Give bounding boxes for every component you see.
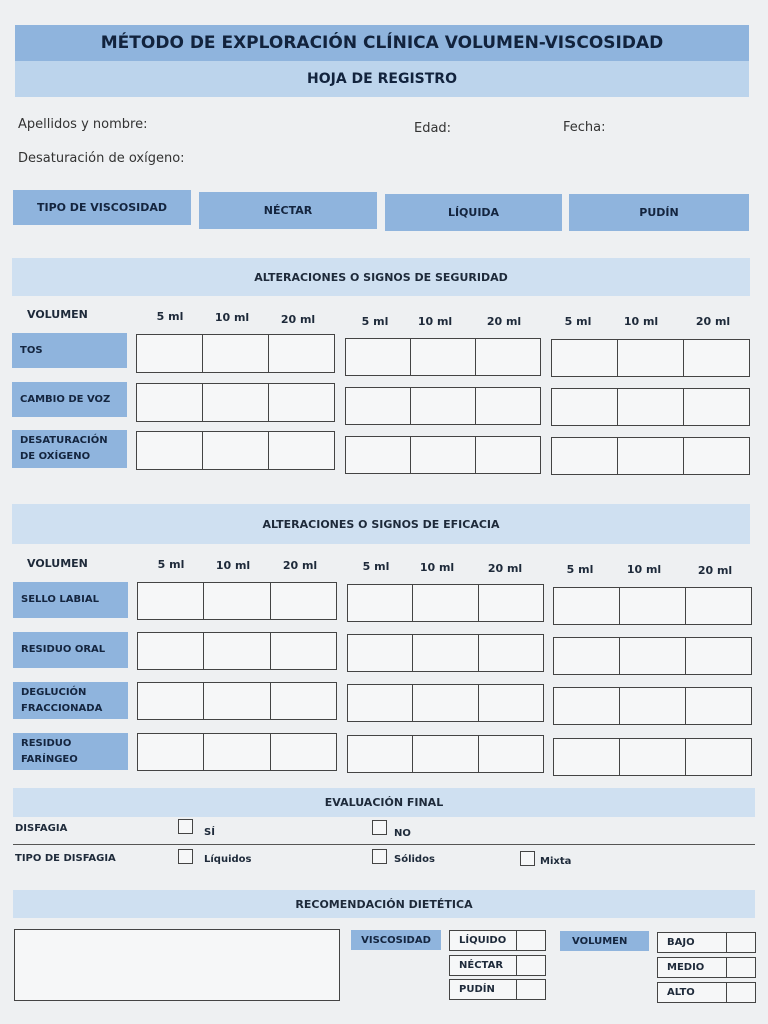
efficacy-pharyngeal-nectar-grid[interactable] xyxy=(137,733,337,771)
grid-cell[interactable] xyxy=(204,633,270,669)
safety-cough-pudding-grid[interactable] xyxy=(551,339,750,377)
option-label: PUDÍN xyxy=(450,980,517,999)
safety-row-cough-label: TOS xyxy=(12,333,127,368)
grid-cell[interactable] xyxy=(137,432,203,469)
form-title: MÉTODO DE EXPLORACIÓN CLÍNICA VOLUMEN-VISCOSIDAD xyxy=(15,25,749,61)
age-field-label: Edad: xyxy=(414,121,452,136)
dysphagia-liquids-label: Líquidos xyxy=(204,854,252,865)
efficacy-seal-liquid-grid[interactable] xyxy=(347,584,544,622)
grid-cell[interactable] xyxy=(620,739,686,775)
efficacy-pharyngeal-liquid-grid[interactable] xyxy=(347,735,544,773)
option-checkbox[interactable] xyxy=(517,931,545,950)
diet-viscosity-pudding-option[interactable] xyxy=(449,979,546,1000)
dysphagia-type-label: TIPO DE DISFAGIA xyxy=(15,853,116,864)
grid-cell[interactable] xyxy=(411,388,476,424)
efficacy-col-10ml: 10 ml xyxy=(215,559,251,572)
efficacy-fractional-pudding-grid[interactable] xyxy=(553,687,752,725)
efficacy-fractional-nectar-grid[interactable] xyxy=(137,682,337,720)
grid-cell[interactable] xyxy=(138,683,204,719)
grid-cell[interactable] xyxy=(620,588,686,624)
grid-cell[interactable] xyxy=(554,688,620,724)
diet-viscosity-liquid-option[interactable] xyxy=(449,930,546,951)
option-label: LÍQUIDO xyxy=(450,931,517,950)
grid-cell[interactable] xyxy=(138,633,204,669)
efficacy-row-labial-seal-label: SELLO LABIAL xyxy=(13,582,128,618)
diet-volume-label: VOLUMEN xyxy=(560,931,649,951)
grid-cell[interactable] xyxy=(684,389,749,425)
efficacy-seal-pudding-grid[interactable] xyxy=(553,587,752,625)
safety-col-5ml: 5 ml xyxy=(361,315,389,328)
option-label: MEDIO xyxy=(658,958,727,977)
viscosity-pudding-header: PUDÍN xyxy=(569,194,749,231)
dysphagia-mixed-checkbox[interactable] xyxy=(520,851,535,866)
option-checkbox[interactable] xyxy=(727,983,755,1002)
option-checkbox[interactable] xyxy=(727,933,755,952)
grid-cell[interactable] xyxy=(413,635,478,671)
safety-cough-liquid-grid[interactable] xyxy=(345,338,541,376)
safety-volume-label: VOLUMEN xyxy=(27,308,88,321)
efficacy-col-5ml: 5 ml xyxy=(566,563,594,576)
safety-voice-liquid-grid[interactable] xyxy=(345,387,541,425)
safety-col-5ml: 5 ml xyxy=(156,310,184,323)
option-checkbox[interactable] xyxy=(517,980,545,999)
efficacy-oral-nectar-grid[interactable] xyxy=(137,632,337,670)
dysphagia-label: DISFAGIA xyxy=(15,823,68,834)
grid-cell[interactable] xyxy=(686,688,751,724)
form-subtitle: HOJA DE REGISTRO xyxy=(15,61,749,97)
grid-cell[interactable] xyxy=(552,389,618,425)
viscosity-liquid-header: LÍQUIDA xyxy=(385,194,562,231)
grid-cell[interactable] xyxy=(479,635,543,671)
grid-cell[interactable] xyxy=(618,438,684,474)
grid-cell[interactable] xyxy=(552,340,618,376)
dysphagia-yes-checkbox[interactable] xyxy=(178,819,193,834)
efficacy-seal-nectar-grid[interactable] xyxy=(137,582,337,620)
option-checkbox[interactable] xyxy=(517,956,545,975)
grid-cell[interactable] xyxy=(479,736,543,772)
efficacy-section-title: ALTERACIONES O SIGNOS DE EFICACIA xyxy=(12,504,750,544)
grid-cell[interactable] xyxy=(476,339,540,375)
grid-cell[interactable] xyxy=(203,335,269,372)
grid-cell[interactable] xyxy=(271,583,336,619)
efficacy-row-pharyngeal-residue-label: RESIDUO FARÍNGEO xyxy=(13,733,128,770)
grid-cell[interactable] xyxy=(203,384,269,421)
safety-row-voice-label: CAMBIO DE VOZ xyxy=(12,382,127,417)
safety-section-title: ALTERACIONES O SIGNOS DE SEGURIDAD xyxy=(12,258,750,296)
efficacy-volume-label: VOLUMEN xyxy=(27,557,88,570)
diet-volume-low-option[interactable] xyxy=(657,932,756,953)
viscosity-nectar-header: NÉCTAR xyxy=(199,192,377,229)
grid-cell[interactable] xyxy=(684,438,749,474)
safety-voice-pudding-grid[interactable] xyxy=(551,388,750,426)
dysphagia-solids-label: Sólidos xyxy=(394,854,435,865)
grid-cell[interactable] xyxy=(618,389,684,425)
grid-cell[interactable] xyxy=(346,437,411,473)
safety-desaturation-nectar-grid[interactable] xyxy=(136,431,335,470)
grid-cell[interactable] xyxy=(269,335,334,372)
final-evaluation-title: EVALUACIÓN FINAL xyxy=(13,788,755,817)
efficacy-col-20ml: 20 ml xyxy=(487,562,523,575)
grid-cell[interactable] xyxy=(269,432,334,469)
grid-cell[interactable] xyxy=(204,734,270,770)
grid-cell[interactable] xyxy=(684,340,749,376)
grid-cell[interactable] xyxy=(203,432,269,469)
grid-cell[interactable] xyxy=(554,739,620,775)
grid-cell[interactable] xyxy=(271,734,336,770)
grid-cell[interactable] xyxy=(686,739,751,775)
diet-viscosity-label: VISCOSIDAD xyxy=(351,930,441,950)
viscosity-type-label: TIPO DE VISCOSIDAD xyxy=(13,190,191,225)
efficacy-oral-pudding-grid[interactable] xyxy=(553,637,752,675)
efficacy-col-5ml: 5 ml xyxy=(362,560,390,573)
efficacy-pharyngeal-pudding-grid[interactable] xyxy=(553,738,752,776)
safety-col-10ml: 10 ml xyxy=(214,311,250,324)
grid-cell[interactable] xyxy=(204,583,270,619)
efficacy-row-oral-residue-label: RESIDUO ORAL xyxy=(13,632,128,668)
grid-cell[interactable] xyxy=(271,683,336,719)
desaturation-field-label: Desaturación de oxígeno: xyxy=(18,151,185,166)
safety-col-20ml: 20 ml xyxy=(486,315,522,328)
grid-cell[interactable] xyxy=(348,685,413,721)
dysphagia-solids-checkbox[interactable] xyxy=(372,849,387,864)
grid-cell[interactable] xyxy=(686,588,751,624)
grid-cell[interactable] xyxy=(271,633,336,669)
grid-cell[interactable] xyxy=(413,736,478,772)
grid-cell[interactable] xyxy=(411,437,476,473)
safety-voice-nectar-grid[interactable] xyxy=(136,383,335,422)
grid-cell[interactable] xyxy=(269,384,334,421)
grid-cell[interactable] xyxy=(479,685,543,721)
diet-volume-medium-option[interactable] xyxy=(657,957,756,978)
grid-cell[interactable] xyxy=(476,388,540,424)
grid-cell[interactable] xyxy=(413,585,478,621)
dysphagia-mixed-label: Mixta xyxy=(540,856,572,867)
grid-cell[interactable] xyxy=(620,688,686,724)
grid-cell[interactable] xyxy=(137,384,203,421)
grid-cell[interactable] xyxy=(346,388,411,424)
option-label: ALTO xyxy=(658,983,727,1002)
safety-desaturation-pudding-grid[interactable] xyxy=(551,437,750,475)
grid-cell[interactable] xyxy=(137,335,203,372)
grid-cell[interactable] xyxy=(348,585,413,621)
diet-recommendation-title: RECOMENDACIÓN DIETÉTICA xyxy=(13,890,755,918)
diet-viscosity-nectar-option[interactable] xyxy=(449,955,546,976)
grid-cell[interactable] xyxy=(346,339,411,375)
option-label: BAJO xyxy=(658,933,727,952)
grid-cell[interactable] xyxy=(620,638,686,674)
efficacy-col-10ml: 10 ml xyxy=(419,561,455,574)
efficacy-col-10ml: 10 ml xyxy=(626,563,662,576)
safety-col-20ml: 20 ml xyxy=(695,315,731,328)
efficacy-col-5ml: 5 ml xyxy=(157,558,185,571)
option-checkbox[interactable] xyxy=(727,958,755,977)
safety-desaturation-liquid-grid[interactable] xyxy=(345,436,541,474)
safety-col-20ml: 20 ml xyxy=(280,313,316,326)
safety-col-5ml: 5 ml xyxy=(564,315,592,328)
name-field-label: Apellidos y nombre: xyxy=(18,117,148,132)
grid-cell[interactable] xyxy=(476,437,540,473)
grid-cell[interactable] xyxy=(552,438,618,474)
dysphagia-yes-label: SÍ xyxy=(204,827,215,838)
grid-cell[interactable] xyxy=(554,588,620,624)
date-field-label: Fecha: xyxy=(563,120,606,135)
grid-cell[interactable] xyxy=(413,685,478,721)
grid-cell[interactable] xyxy=(479,585,543,621)
safety-col-10ml: 10 ml xyxy=(417,315,453,328)
divider xyxy=(13,844,755,845)
safety-cough-nectar-grid[interactable] xyxy=(136,334,335,373)
efficacy-fractional-liquid-grid[interactable] xyxy=(347,684,544,722)
grid-cell[interactable] xyxy=(686,638,751,674)
grid-cell[interactable] xyxy=(348,736,413,772)
efficacy-oral-liquid-grid[interactable] xyxy=(347,634,544,672)
safety-row-desaturation-label: DESATURACIÓN DE OXÍGENO xyxy=(12,430,127,468)
dysphagia-no-checkbox[interactable] xyxy=(372,820,387,835)
grid-cell[interactable] xyxy=(138,583,204,619)
dysphagia-liquids-checkbox[interactable] xyxy=(178,849,193,864)
efficacy-col-20ml: 20 ml xyxy=(697,564,733,577)
grid-cell[interactable] xyxy=(348,635,413,671)
grid-cell[interactable] xyxy=(554,638,620,674)
grid-cell[interactable] xyxy=(618,340,684,376)
dysphagia-no-label: NO xyxy=(394,828,411,839)
diet-notes-box[interactable] xyxy=(14,929,340,1001)
safety-col-10ml: 10 ml xyxy=(623,315,659,328)
grid-cell[interactable] xyxy=(138,734,204,770)
grid-cell[interactable] xyxy=(411,339,476,375)
grid-cell[interactable] xyxy=(204,683,270,719)
diet-volume-high-option[interactable] xyxy=(657,982,756,1003)
option-label: NÉCTAR xyxy=(450,956,517,975)
efficacy-row-fractional-swallow-label: DEGLUCIÓN FRACCIONADA xyxy=(13,682,128,719)
efficacy-col-20ml: 20 ml xyxy=(282,559,318,572)
